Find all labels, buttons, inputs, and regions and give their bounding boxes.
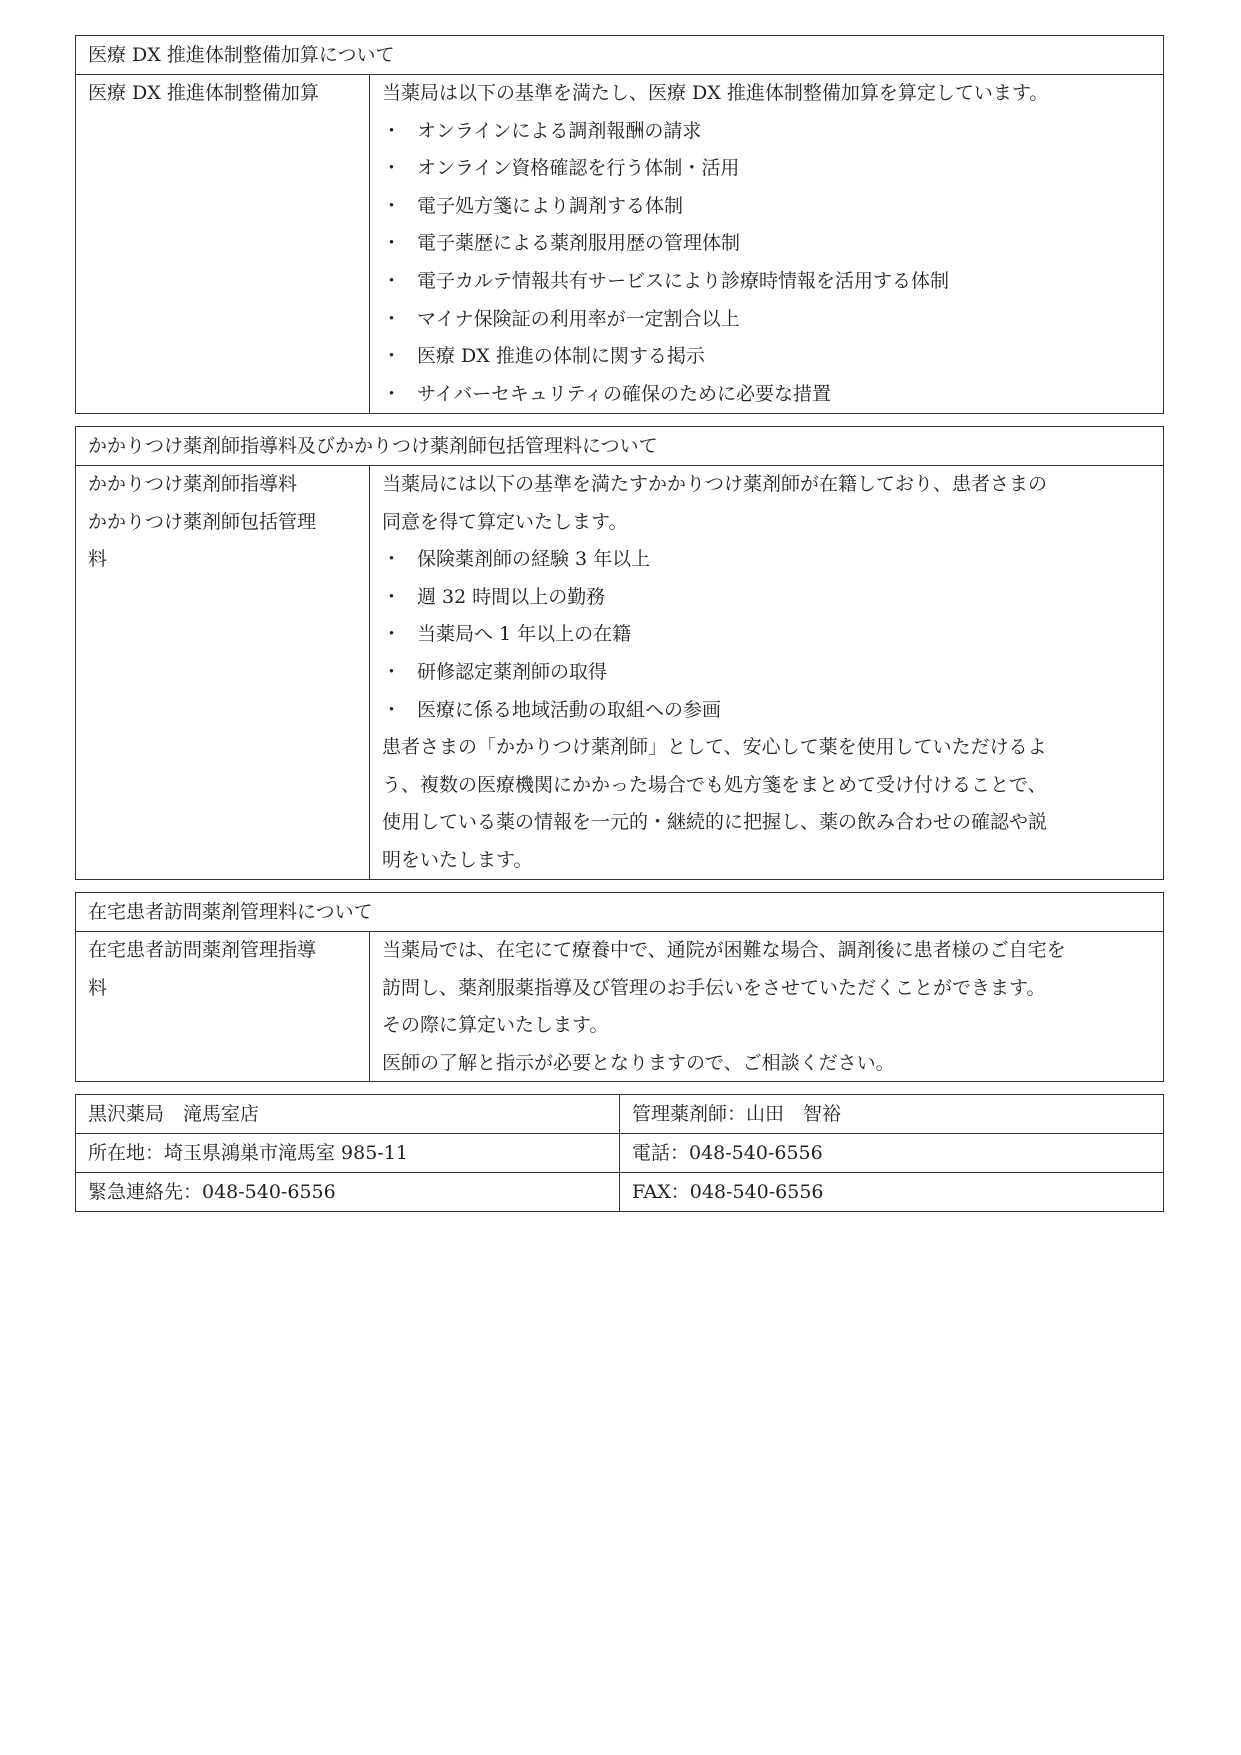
kakaritsuke-closing-line: 使用している薬の情報を一元的・継続的に把握し、薬の飲み合わせの確認や説 (382, 811, 1048, 834)
store-info-row (76, 1172, 1163, 1211)
zaitaku-body-line: 当薬局では、在宅にて療養中で、通院が困難な場合、調剤後に患者様のご自宅を (382, 939, 1066, 961)
kakaritsuke-closing-line: 患者さまの「かかりつけ薬剤師」として、安心して薬を使用していただけるよ (382, 736, 1047, 759)
kakaritsuke-label-cell (76, 466, 370, 880)
dx-bullet: ・ 医療 DX 推進の体制に関する掲示 (382, 345, 705, 368)
dx-section (75, 35, 1164, 414)
kakaritsuke-section-title: かかりつけ薬剤師指導料及びかかりつけ薬剤師包括管理料について (76, 427, 1163, 466)
kakaritsuke-closing-line: う、複数の医療機関にかかった場合でも処方箋をまとめて受け付けることで、 (382, 773, 1047, 796)
dx-label-cell (76, 75, 370, 414)
zaitaku-label-line: 料 (88, 976, 108, 999)
zaitaku-section (75, 892, 1164, 1082)
store-name: 黒沢薬局 滝馬室店 (76, 1095, 620, 1133)
dx-label: 医療 DX 推進体制整備加算 (88, 82, 319, 104)
kakaritsuke-label-line: かかりつけ薬剤師指導料 (88, 473, 298, 495)
kakaritsuke-bullet: ・ 週 32 時間以上の勤務 (382, 585, 606, 608)
zaitaku-section-title: 在宅患者訪問薬剤管理料について (76, 893, 1163, 932)
dx-intro: 当薬局は以下の基準を満たし、医療 DX 推進体制整備加算を算定しています。 (382, 82, 1049, 104)
store-pharmacist: 管理薬剤師：山田 智裕 (632, 1103, 842, 1125)
kakaritsuke-intro-line: 当薬局には以下の基準を満たすかかりつけ薬剤師が在籍しており、患者さまの (382, 473, 1048, 495)
zaitaku-label-line: 在宅患者訪問薬剤管理指導 (88, 939, 317, 961)
kakaritsuke-bullet: ・ 保険薬剤師の経験 3 年以上 (382, 548, 651, 571)
kakaritsuke-label-line: 料 (88, 548, 108, 571)
store-emergency: 緊急連絡先：048-540-6556 (76, 1173, 620, 1211)
kakaritsuke-body (370, 466, 1163, 880)
dx-bullet: ・ オンラインによる調剤報酬の請求 (382, 119, 702, 142)
dx-section-title: 医療 DX 推進体制整備加算について (76, 36, 1163, 75)
kakaritsuke-intro-line: 同意を得て算定いたします。 (382, 510, 628, 533)
dx-bullet: ・ オンライン資格確認を行う体制・活用 (382, 157, 740, 180)
store-info-row (76, 1095, 1163, 1133)
kakaritsuke-bullet: ・ 医療に係る地域活動の取組への参画 (382, 698, 722, 721)
store-info-row (76, 1133, 1163, 1172)
kakaritsuke-bullet: ・ 当薬局へ 1 年以上の在籍 (382, 623, 632, 646)
kakaritsuke-section (75, 426, 1164, 880)
store-info-table (75, 1094, 1164, 1212)
dx-bullet: ・ 電子処方箋により調剤する体制 (382, 194, 684, 217)
dx-bullet: ・ マイナ保険証の利用率が一定割合以上 (382, 307, 740, 330)
zaitaku-body-line: その際に算定いたします。 (382, 1014, 609, 1037)
dx-bullet: ・ 電子薬歴による薬剤服用歴の管理体制 (382, 232, 741, 255)
dx-bullet: ・ 電子カルテ情報共有サービスにより診療時情報を活用する体制 (382, 269, 950, 292)
kakaritsuke-bullet: ・ 研修認定薬剤師の取得 (382, 660, 608, 683)
kakaritsuke-closing-line: 明をいたします。 (382, 848, 533, 871)
store-address: 所在地：埼玉県鴻巣市滝馬室 985-11 (76, 1134, 620, 1172)
zaitaku-label-cell (76, 932, 370, 1082)
store-phone: 電話：048-540-6556 (632, 1142, 823, 1164)
zaitaku-body-line: 医師の了解と指示が必要となりますので、ご相談ください。 (382, 1051, 895, 1074)
zaitaku-body (370, 932, 1163, 1082)
dx-bullet: ・ サイバーセキュリティの確保のために必要な措置 (382, 382, 832, 405)
store-fax: FAX：048-540-6556 (632, 1181, 824, 1203)
kakaritsuke-label-line: かかりつけ薬剤師包括管理 (88, 510, 317, 533)
dx-body (370, 75, 1163, 414)
zaitaku-body-line: 訪問し、薬剤服薬指導及び管理のお手伝いをさせていただくことができます。 (382, 976, 1046, 999)
